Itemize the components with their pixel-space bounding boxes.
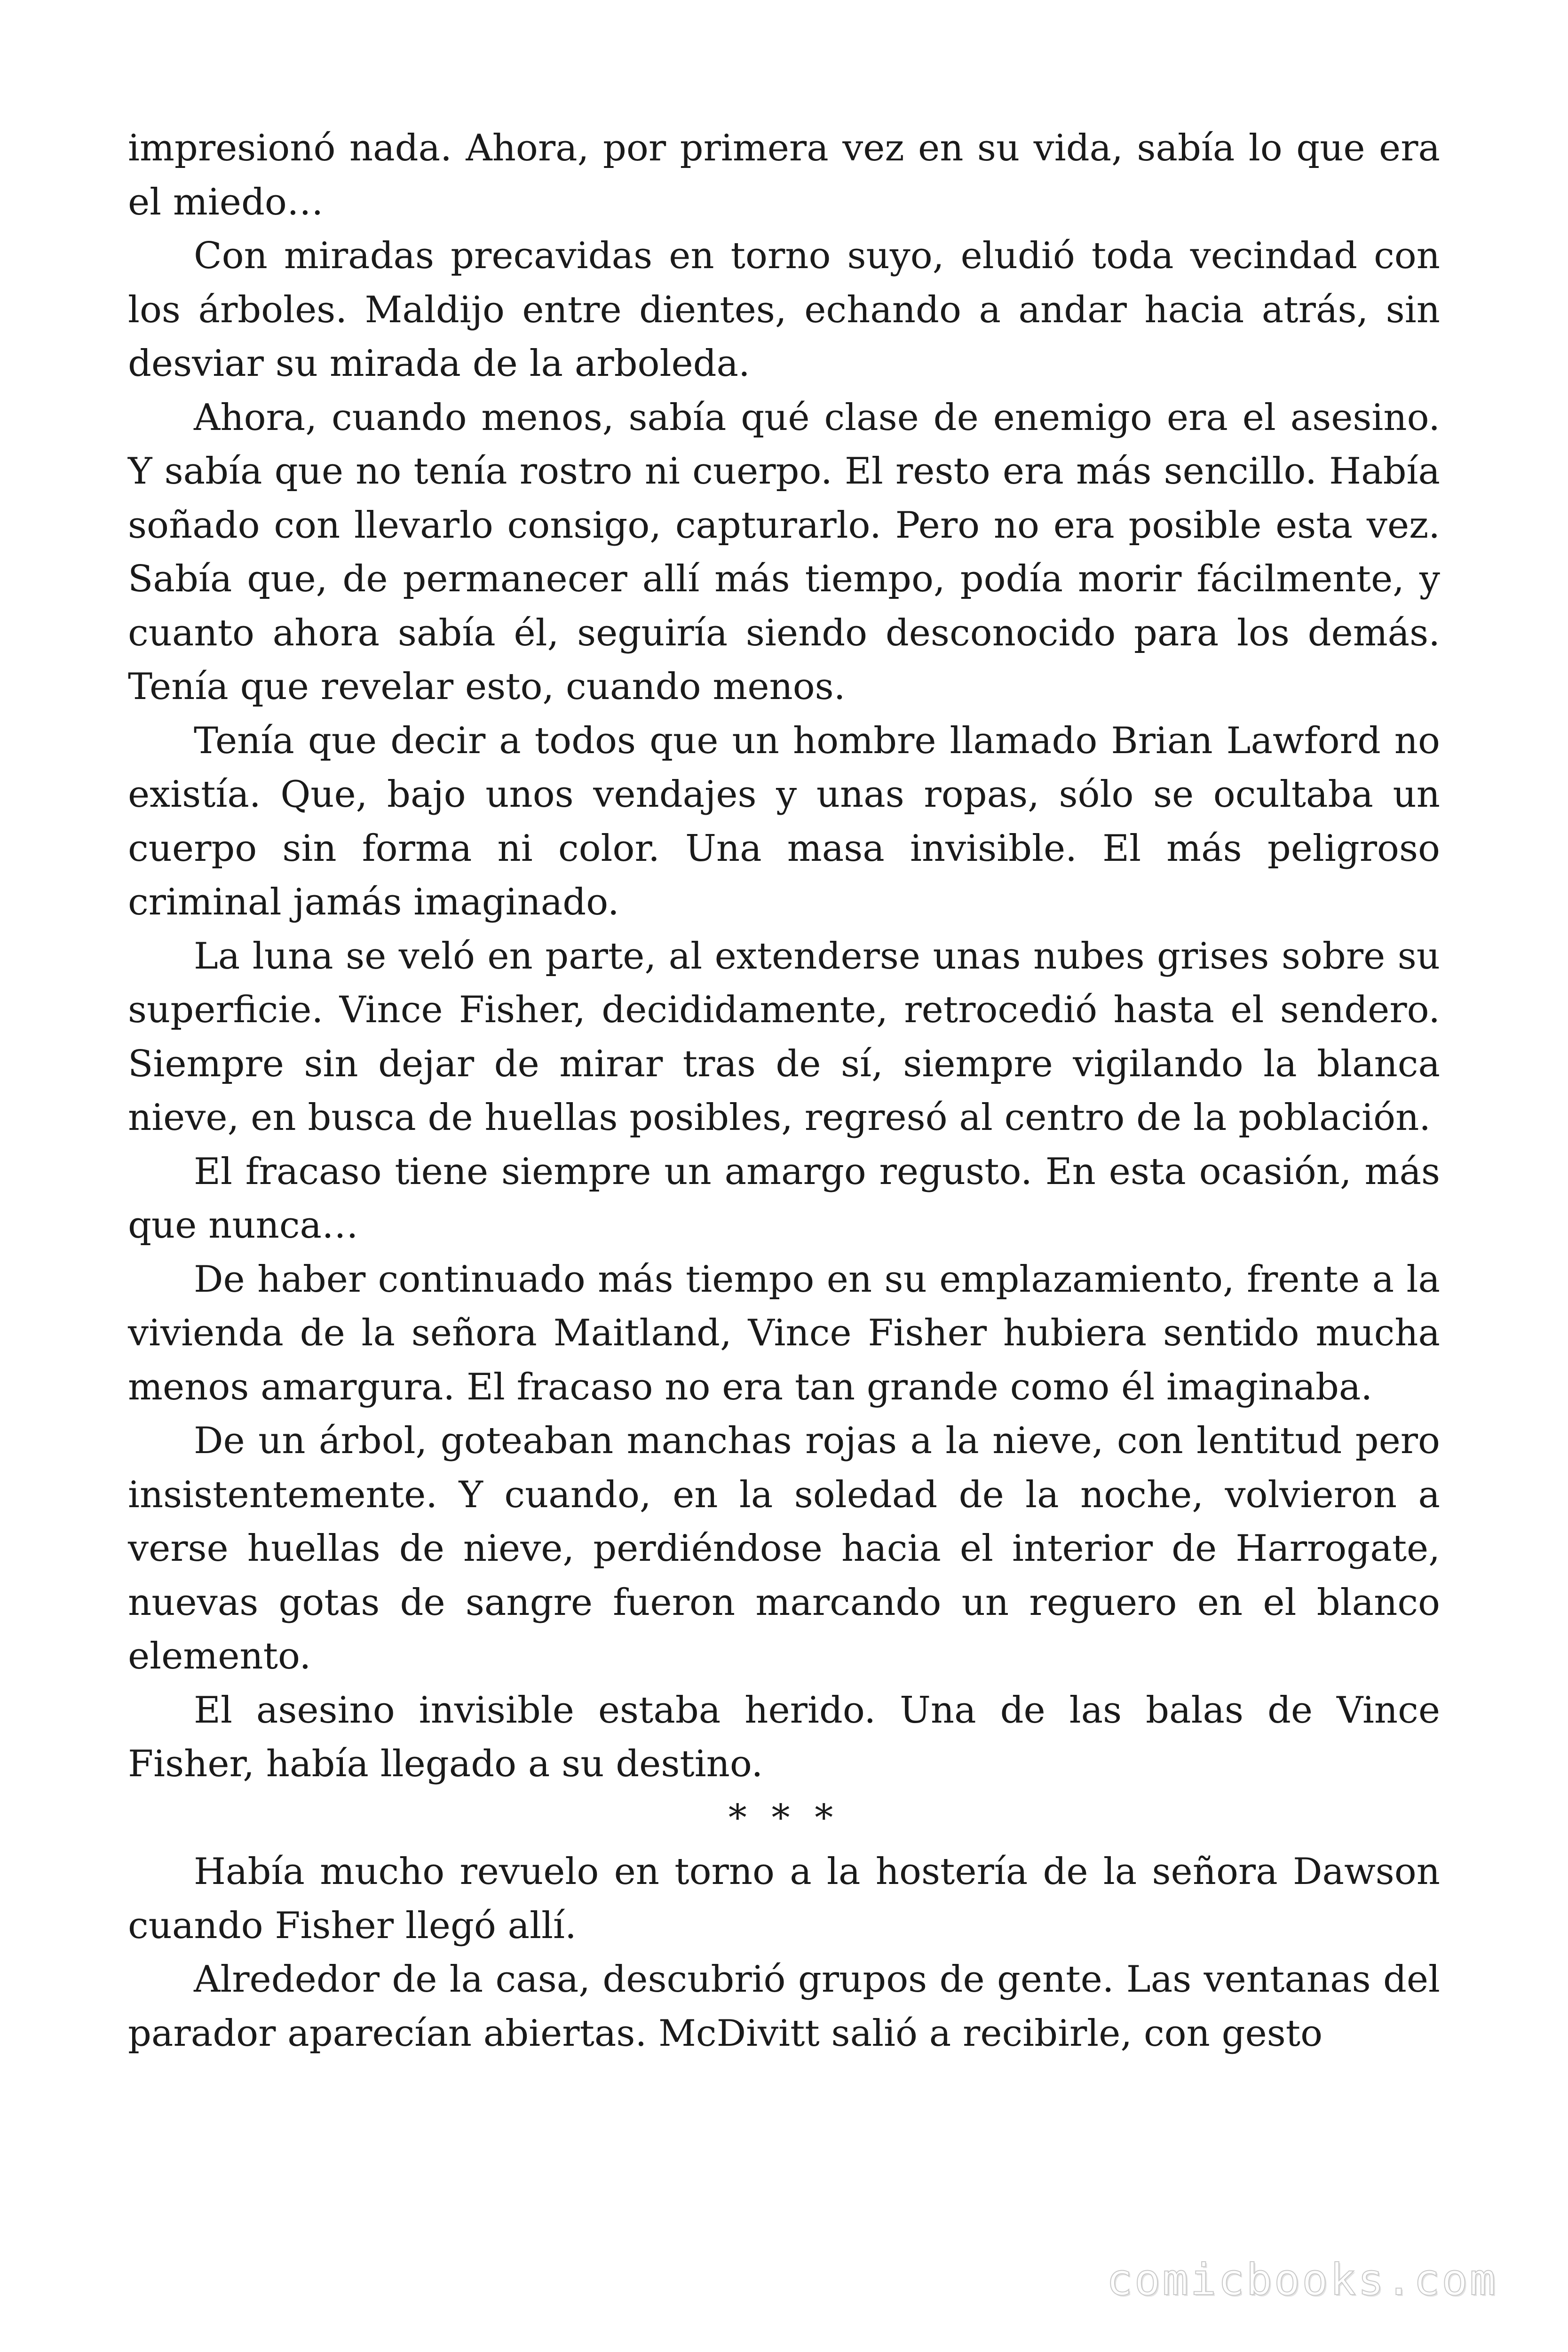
section-separator: * * * (728, 1796, 840, 1839)
paragraph: Con miradas precavidas en torno suyo, eludió toda vecindad con los árboles. Maldijo entre dientes, echando a andar hacia atrás, sin desviar su mirada de la arboleda. (128, 235, 1440, 385)
paragraph: Ahora, cuando menos, sabía qué clase de enemigo era el asesino. Y sabía que no tenía rostro ni cuerpo. El resto era más sencillo. Había soñado con llevarlo consigo, capturarlo. Pero no era posible esta vez. Sabía que, de permanecer allí más tiempo, podía morir fácilmente, y cuanto ahora sabía él, seguiría siendo desconocido para los demás. Tenía que revelar esto, cuando menos. (128, 396, 1440, 708)
paragraph: El asesino invisible estaba herido. Una de las balas de Vince Fisher, había llegado a su destino. (128, 1689, 1440, 1785)
paragraph: De haber continuado más tiempo en su emplazamiento, frente a la vivienda de la señora Maitland, Vince Fisher hubiera sentido mucha menos amargura. El fracaso no era tan grande como él imaginaba. (128, 1258, 1440, 1408)
paragraph: Había mucho revuelo en torno a la hostería de la señora Dawson cuando Fisher llegó allí. (128, 1851, 1440, 1947)
paragraph: Tenía que decir a todos que un hombre llamado Brian Lawford no existía. Que, bajo unos vendajes y unas ropas, sólo se ocultaba un cuerpo sin forma ni color. Una masa invisible. El más peligroso criminal jamás imaginado. (128, 719, 1440, 923)
paragraph: impresionó nada. Ahora, por primera vez en su vida, sabía lo que era el miedo… (128, 127, 1440, 223)
watermark-logo: comicbooks.com (1106, 2255, 1497, 2305)
paragraph: Alrededor de la casa, descubrió grupos de gente. Las ventanas del parador aparecían abiertas. McDivitt salió a recibirle, con gesto (128, 1958, 1440, 2055)
paragraph: El fracaso tiene siempre un amargo regusto. En esta ocasión, más que nunca… (128, 1150, 1440, 1247)
paragraph: La luna se veló en parte, al extenderse unas nubes grises sobre su superficie. Vince Fisher, decididamente, retrocedió hasta el sendero. Siempre sin dejar de mirar tras de sí, siempre vigilando la blanca nieve, en busca de huellas posibles, regresó al centro de la población. (128, 935, 1440, 1139)
paragraph: De un árbol, goteaban manchas rojas a la nieve, con lentitud pero insistentemente. Y cuando, en la soledad de la noche, volvieron a verse huellas de nieve, perdiéndose hacia el interior de Harrogate, nuevas gotas de sangre fueron marcando un reguero en el blanco elemento. (128, 1420, 1440, 1677)
book-page-text (128, 121, 1440, 2060)
